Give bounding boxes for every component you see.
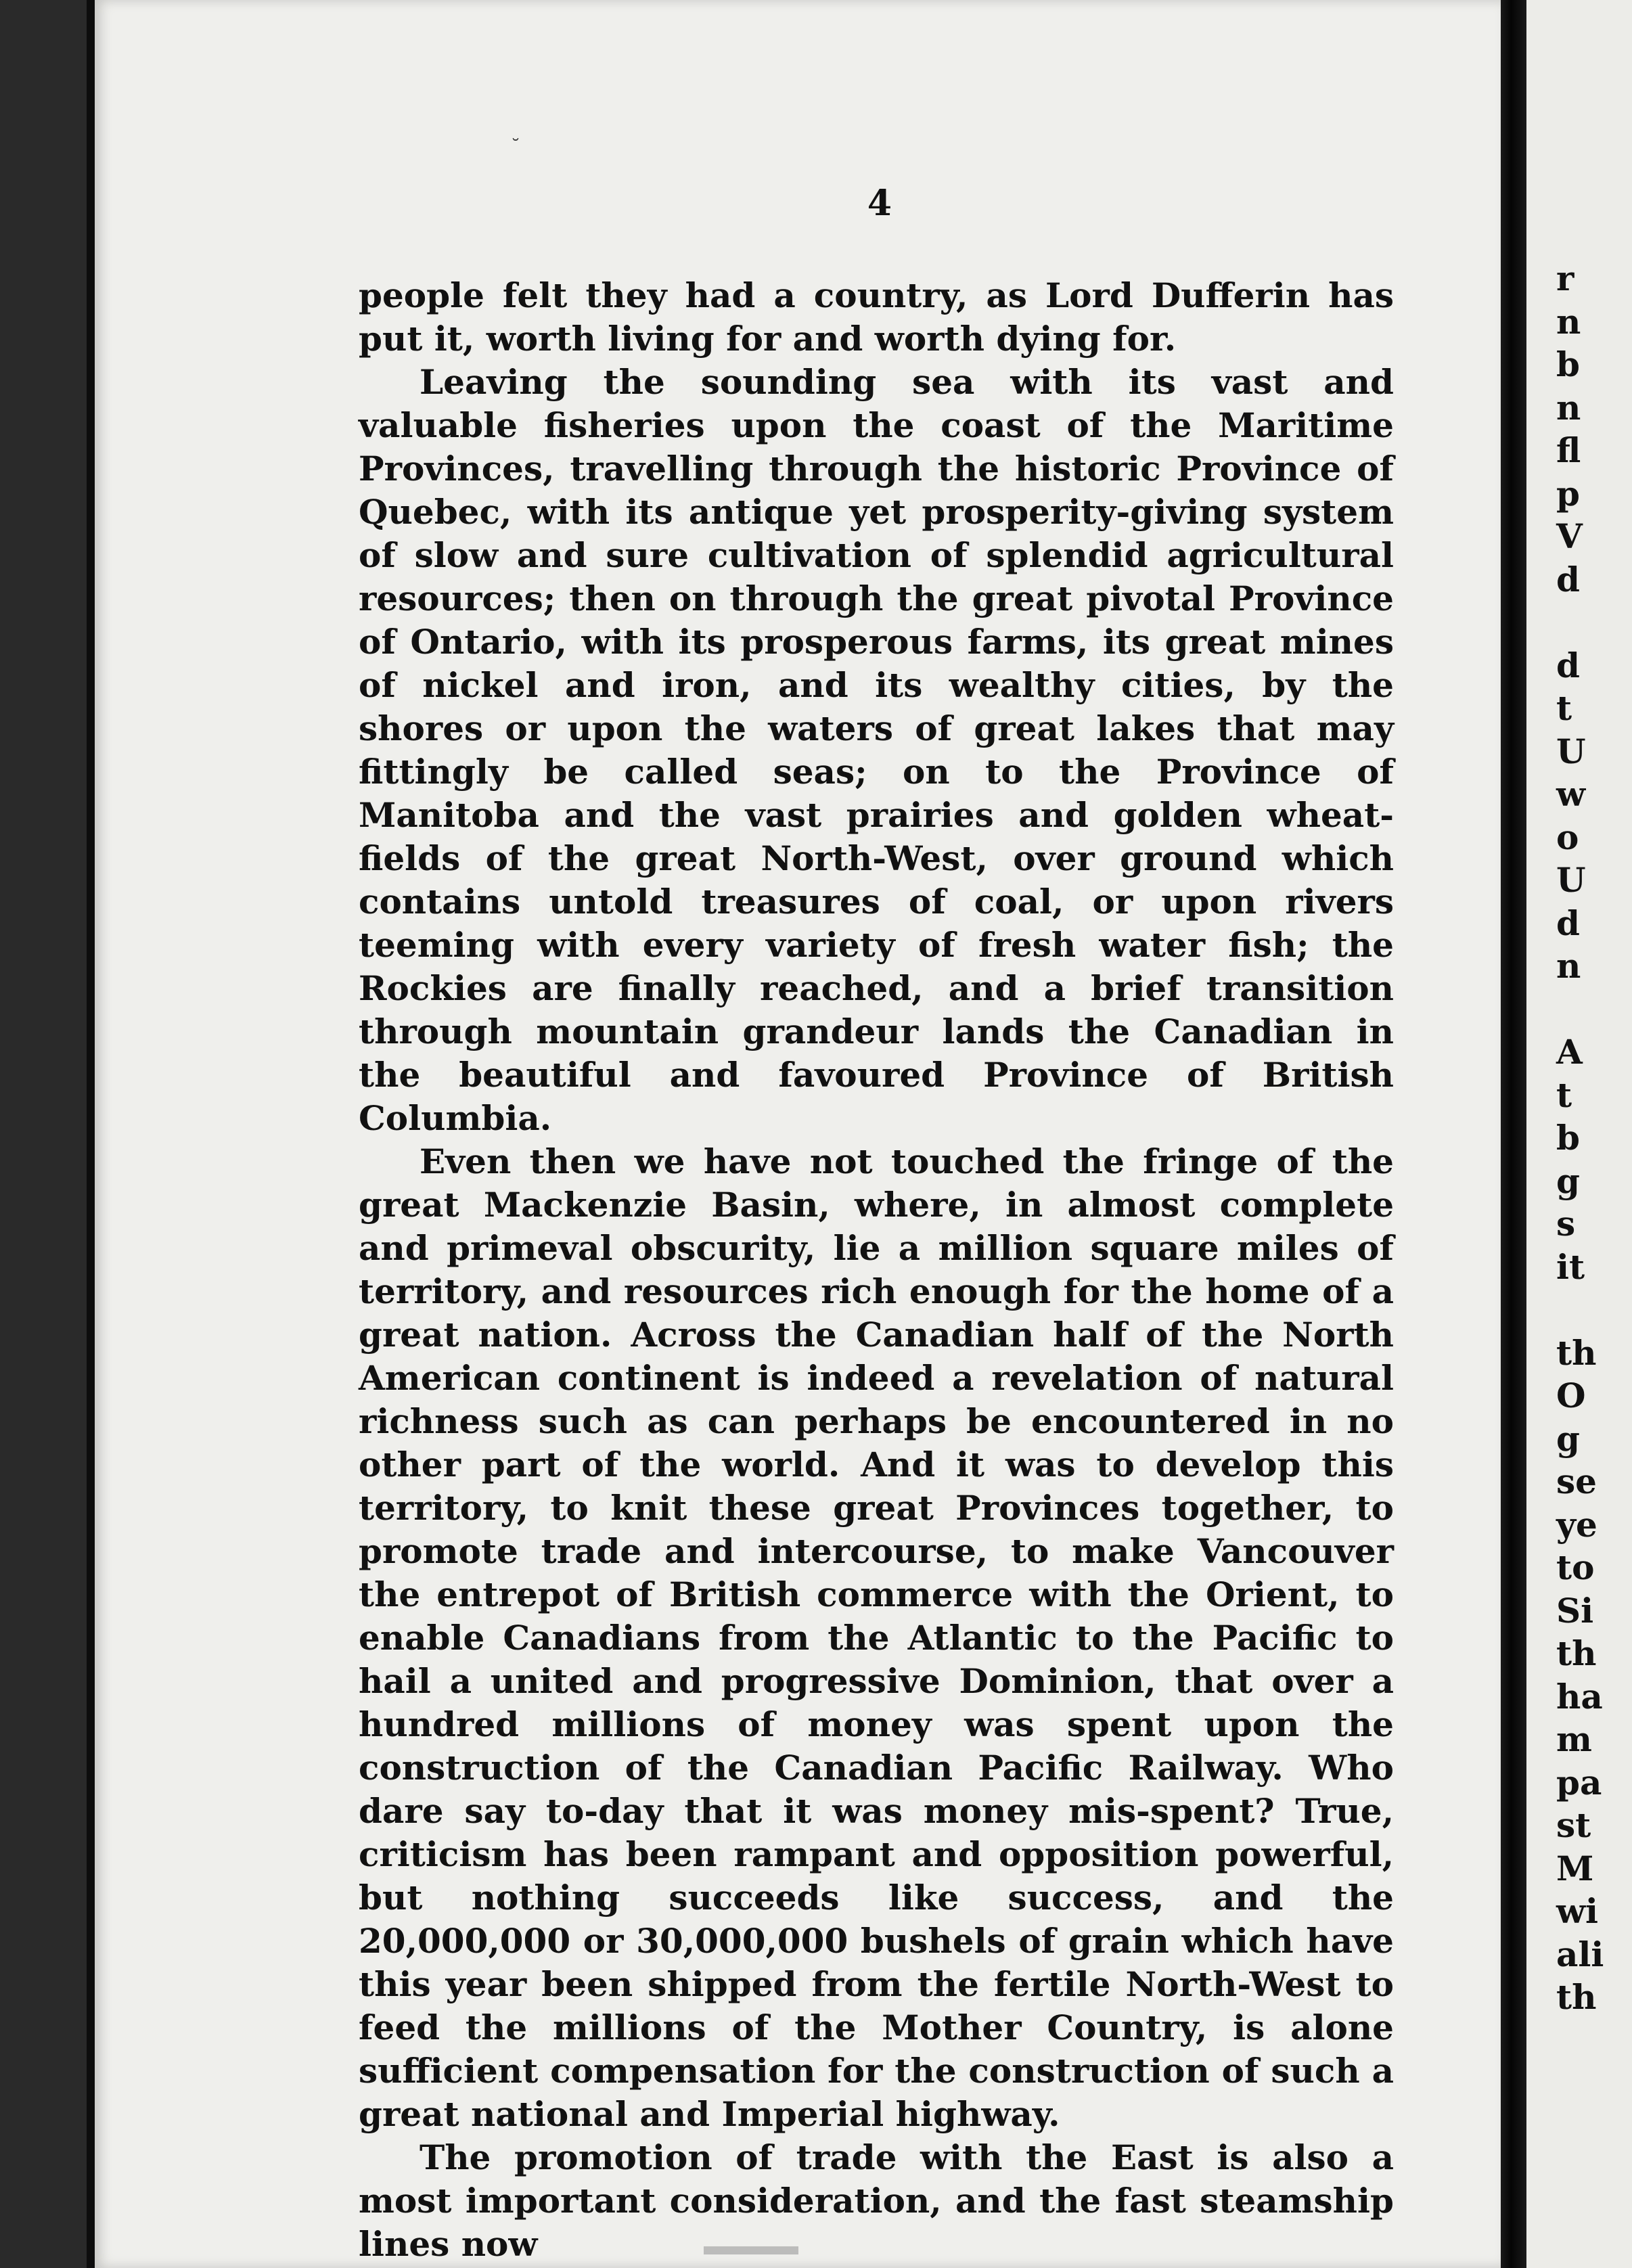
page-number: 4 [867, 183, 892, 224]
paragraph-2: Leaving the sounding sea with its vast and valuable fisheries upon the coast of the Maritime Provinces, travelling through the historic Province of Quebec, with its antique yet prosperity-giving system of slow and sure cultivation of splendid agricultural resources; then on through the great pivotal Province of Ontario, with its prosperous farms, its great mines of nickel and iron, and its wealthy cities, by the shores or upon the waters of great lakes that may fittingly be called seas; on to the Province of Manitoba and the vast prairies and golden wheat-fields of the great North-West, over ground which contains untold treasures of coal, or upon rivers teeming with every variety of fresh water fish; the Rockies are finally reached, and a brief transition through mountain grandeur lands the Canadian in the beautiful and favoured Province of British Columbia. [359, 362, 1394, 1138]
right-page-fragment: p [1556, 473, 1580, 514]
right-page-fragment: b [1556, 344, 1580, 384]
right-page-fragment: r [1556, 258, 1574, 298]
book-gutter [1501, 0, 1526, 2268]
right-page-fragment: Si [1556, 1590, 1594, 1631]
right-page-fragment: o [1556, 817, 1579, 857]
right-page-fragment: fl [1556, 430, 1581, 470]
right-page-fragment: n [1556, 301, 1581, 342]
right-page-fragment: th [1556, 1332, 1597, 1373]
right-page-fragment: to [1556, 1547, 1595, 1587]
right-page-fragment: n [1556, 387, 1581, 428]
right-page-fragment: d [1556, 903, 1580, 943]
bottom-smudge [704, 2246, 798, 2254]
right-page-fragment: b [1556, 1118, 1580, 1158]
right-page-fragment: ali [1556, 1934, 1604, 1974]
right-page-fragment: M [1556, 1848, 1594, 1888]
right-page-fragment: d [1556, 559, 1580, 599]
right-page-fragment: it [1556, 1246, 1585, 1287]
right-page-fragment: w [1556, 774, 1586, 814]
right-page-fragment: ye [1556, 1504, 1597, 1545]
stray-mark: ˘ [511, 135, 520, 158]
right-page-fragment: U [1556, 731, 1586, 771]
right-page-fragment: t [1556, 688, 1572, 728]
right-page-fragments [1556, 257, 1632, 2019]
right-page-fragment [1556, 601, 1632, 644]
right-page-fragment: ha [1556, 1676, 1603, 1717]
right-page-fragment [1556, 988, 1632, 1031]
right-page-fragment: se [1556, 1461, 1597, 1501]
right-page-fragment: g [1556, 1418, 1580, 1459]
paragraph-4: The promotion of trade with the East is also a most important consideration, and the fast steamship lines now [359, 2137, 1394, 2264]
right-page-fragment: pa [1556, 1762, 1602, 1802]
body-text [359, 274, 1394, 2266]
paragraph-1: people felt they had a country, as Lord Dufferin has put it, worth living for and worth dying for. [359, 275, 1394, 359]
right-page-fragment: n [1556, 946, 1581, 986]
right-page-fragment: s [1556, 1204, 1576, 1244]
right-page-fragment: th [1556, 1977, 1597, 2017]
right-page-fragment: t [1556, 1074, 1572, 1115]
right-page-fragment: U [1556, 860, 1586, 900]
right-page-fragment: st [1556, 1805, 1591, 1845]
right-page-fragment: A [1556, 1032, 1583, 1072]
right-page-fragment: d [1556, 645, 1580, 685]
right-page-fragment: th [1556, 1633, 1597, 1673]
right-page-fragment: O [1556, 1376, 1586, 1415]
right-page-fragment: g [1556, 1160, 1580, 1201]
right-page-fragment: m [1556, 1719, 1592, 1759]
right-page-fragment [1556, 1288, 1632, 1332]
right-page-fragment: V [1556, 516, 1583, 556]
paragraph-3: Even then we have not touched the fringe of the great Mackenzie Basin, where, in almost complete and primeval obscurity, lie a million square miles of territory, and resources rich enough for the home of a great nation. Across the Canadian half of the North American continent is indeed a revelation of natural richness such as can perhaps be encountered in no other part of the world. And it was to develop this territory, to knit these great Provinces together, to promote trade and intercourse, to make Vancouver the entrepot of British commerce with the Orient, to enable Canadians from the Atlantic to the Pacific to hail a united and progressive Dominion, that over a hundred millions of money was spent upon the construction of the Canadian Pacific Railway. Who dare say to-day that it was money mis-spent? True, criticism has been rampant and opposition powerful, but nothing succeeds like success, and the 20,000,000 or 30,000,000 bushels of grain which have this year been shipped from the fertile North-West to feed the millions of the Mother Country, is alone sufficient compensation for the construction of such a great national and Imperial highway. [359, 1141, 1394, 2134]
right-page-fragment: wi [1556, 1891, 1599, 1931]
